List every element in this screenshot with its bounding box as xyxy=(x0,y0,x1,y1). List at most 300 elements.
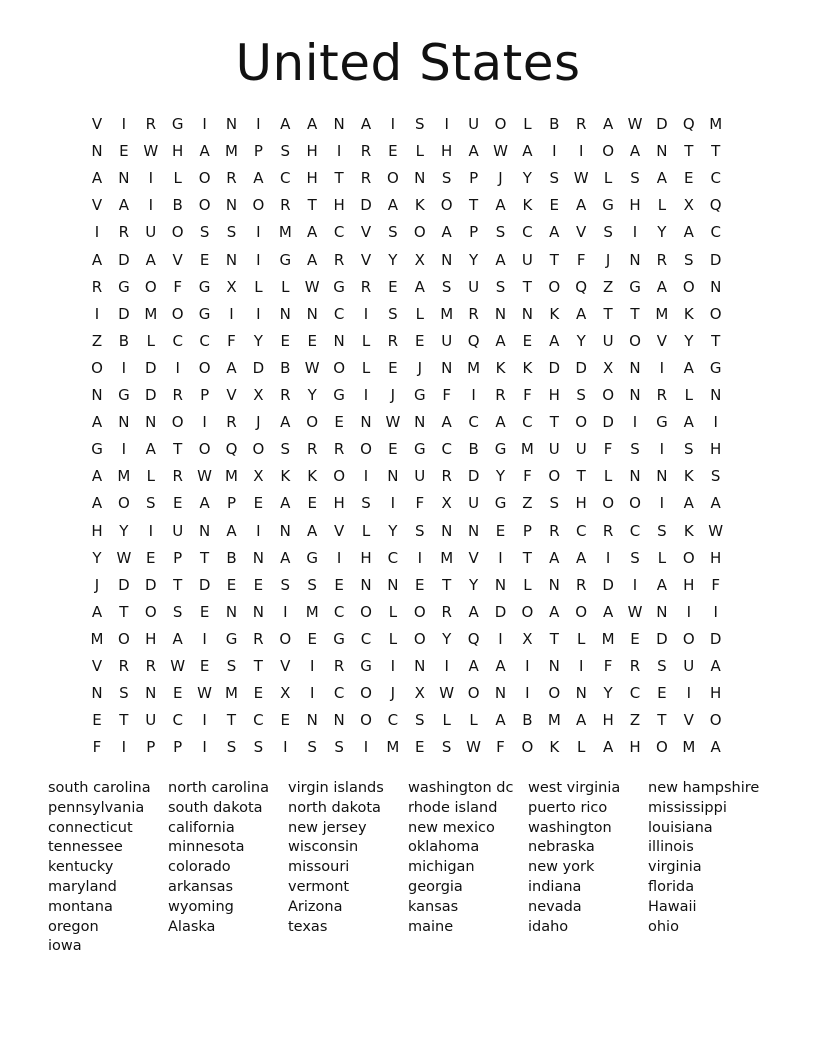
grid-letter[interactable]: Y xyxy=(469,250,479,269)
grid-letter[interactable]: A xyxy=(549,602,560,621)
grid-letter[interactable]: O xyxy=(171,304,184,323)
grid-letter[interactable]: R xyxy=(226,169,237,188)
grid-letter[interactable]: Q xyxy=(225,440,238,459)
grid-letter[interactable]: U xyxy=(414,467,426,486)
grid-letter[interactable]: L xyxy=(469,711,478,730)
grid-letter[interactable]: E xyxy=(199,657,210,675)
grid-letter[interactable]: Y xyxy=(603,684,613,703)
grid-letter[interactable]: G xyxy=(118,277,130,296)
grid-letter[interactable]: S xyxy=(549,494,560,513)
grid-letter[interactable]: A xyxy=(280,548,291,567)
grid-letter[interactable]: K xyxy=(683,521,694,540)
grid-letter[interactable]: S xyxy=(280,440,291,459)
grid-letter[interactable]: I xyxy=(148,196,154,215)
grid-letter[interactable]: I xyxy=(578,142,584,161)
grid-letter[interactable]: Z xyxy=(522,494,533,513)
grid-letter[interactable]: Q xyxy=(467,331,480,350)
grid-letter[interactable]: O xyxy=(386,169,399,188)
grid-letter[interactable]: T xyxy=(442,575,452,594)
grid-letter[interactable]: Y xyxy=(684,331,694,350)
grid-letter[interactable]: L xyxy=(523,575,532,594)
grid-letter[interactable]: R xyxy=(306,440,318,459)
grid-letter[interactable]: E xyxy=(657,684,667,703)
grid-letter[interactable]: V xyxy=(333,521,345,540)
grid-letter[interactable]: S xyxy=(576,386,586,404)
grid-letter[interactable]: T xyxy=(549,629,559,648)
grid-letter[interactable]: I xyxy=(363,738,369,757)
grid-letter[interactable]: F xyxy=(173,277,182,296)
grid-letter[interactable]: A xyxy=(495,413,506,432)
grid-letter[interactable]: H xyxy=(629,196,641,215)
grid-letter[interactable]: L xyxy=(603,169,613,188)
grid-letter[interactable]: E xyxy=(253,494,264,513)
grid-letter[interactable]: C xyxy=(172,331,183,350)
grid-letter[interactable]: P xyxy=(146,738,156,757)
grid-letter[interactable]: N xyxy=(145,684,157,703)
grid-letter[interactable]: G xyxy=(118,386,130,404)
grid-letter[interactable]: V xyxy=(468,548,479,567)
grid-letter[interactable]: O xyxy=(575,602,588,621)
grid-letter[interactable]: M xyxy=(278,223,292,242)
grid-letter[interactable]: D xyxy=(360,196,372,215)
grid-letter[interactable]: M xyxy=(682,738,696,757)
grid-letter[interactable]: A xyxy=(495,250,506,269)
grid-letter[interactable]: A xyxy=(91,169,103,188)
grid-letter[interactable]: I xyxy=(659,440,665,459)
grid-letter[interactable]: N xyxy=(656,467,668,486)
grid-letter[interactable]: R xyxy=(172,386,183,404)
grid-letter[interactable]: T xyxy=(173,440,183,459)
grid-letter[interactable]: A xyxy=(549,223,560,242)
grid-letter[interactable]: A xyxy=(495,657,506,675)
grid-letter[interactable]: P xyxy=(200,386,210,404)
grid-letter[interactable]: V xyxy=(172,250,183,269)
grid-letter[interactable]: H xyxy=(548,386,560,404)
grid-letter[interactable]: I xyxy=(390,657,396,675)
grid-letter[interactable]: C xyxy=(360,629,372,648)
grid-letter[interactable]: I xyxy=(336,142,342,161)
grid-letter[interactable]: A xyxy=(91,413,103,432)
grid-letter[interactable]: I xyxy=(175,358,180,377)
grid-letter[interactable]: A xyxy=(683,358,694,377)
grid-letter[interactable]: N xyxy=(710,277,722,296)
grid-letter[interactable]: S xyxy=(657,521,667,540)
grid-letter[interactable]: N xyxy=(414,413,426,432)
grid-letter[interactable]: M xyxy=(709,115,723,133)
grid-letter[interactable]: A xyxy=(387,196,399,215)
grid-letter[interactable]: I xyxy=(498,548,503,567)
grid-letter[interactable]: N xyxy=(91,386,103,404)
grid-letter[interactable]: R xyxy=(253,629,264,648)
grid-letter[interactable]: T xyxy=(549,413,559,432)
grid-letter[interactable]: O xyxy=(279,629,292,648)
grid-letter[interactable]: P xyxy=(226,494,237,513)
grid-letter[interactable]: G xyxy=(198,304,211,323)
grid-letter[interactable]: D xyxy=(709,250,722,269)
grid-letter[interactable]: D xyxy=(118,250,130,269)
grid-letter[interactable]: T xyxy=(711,142,721,161)
grid-letter[interactable]: I xyxy=(309,657,315,675)
grid-letter[interactable]: J xyxy=(498,169,503,188)
grid-letter[interactable]: S xyxy=(388,304,398,323)
grid-letter[interactable]: E xyxy=(226,575,237,594)
grid-letter[interactable]: U xyxy=(145,223,157,242)
grid-letter[interactable]: S xyxy=(657,657,667,675)
grid-letter[interactable]: E xyxy=(280,711,291,730)
grid-letter[interactable]: G xyxy=(494,494,507,513)
grid-letter[interactable]: T xyxy=(119,602,129,621)
grid-letter[interactable]: K xyxy=(683,304,694,323)
grid-letter[interactable]: A xyxy=(602,738,614,757)
grid-letter[interactable]: A xyxy=(683,223,694,242)
grid-letter[interactable]: S xyxy=(226,738,237,757)
grid-letter[interactable]: D xyxy=(575,358,587,377)
grid-letter[interactable]: T xyxy=(549,250,559,269)
grid-letter[interactable]: A xyxy=(710,738,721,757)
grid-letter[interactable]: T xyxy=(522,277,532,296)
grid-letter[interactable]: N xyxy=(333,115,345,133)
grid-letter[interactable]: O xyxy=(360,602,372,621)
grid-letter[interactable]: N xyxy=(629,386,641,404)
grid-letter[interactable]: A xyxy=(576,548,587,567)
grid-letter[interactable]: H xyxy=(575,494,587,513)
grid-letter[interactable]: N xyxy=(333,331,345,350)
grid-letter[interactable]: A xyxy=(253,169,264,188)
grid-letter[interactable]: S xyxy=(361,494,371,513)
grid-letter[interactable]: C xyxy=(387,548,399,567)
grid-letter[interactable]: P xyxy=(173,548,183,567)
grid-letter[interactable]: L xyxy=(577,738,586,757)
grid-letter[interactable]: L xyxy=(388,629,398,648)
grid-letter[interactable]: N xyxy=(494,684,507,703)
grid-letter[interactable]: O xyxy=(602,142,614,161)
grid-letter[interactable]: R xyxy=(333,440,345,459)
grid-letter[interactable]: F xyxy=(496,738,505,757)
grid-letter[interactable]: I xyxy=(121,738,127,757)
grid-letter[interactable]: W xyxy=(493,142,508,161)
grid-letter[interactable]: O xyxy=(117,494,130,513)
grid-letter[interactable]: A xyxy=(576,196,587,215)
grid-letter[interactable]: T xyxy=(684,142,694,161)
grid-letter[interactable]: A xyxy=(576,711,587,730)
grid-letter[interactable]: O xyxy=(198,358,211,377)
grid-letter[interactable]: H xyxy=(306,142,318,161)
grid-letter[interactable]: K xyxy=(522,196,533,215)
grid-letter[interactable]: K xyxy=(683,467,694,486)
grid-letter[interactable]: I xyxy=(148,169,154,188)
grid-letter[interactable]: O xyxy=(548,277,561,296)
grid-letter[interactable]: U xyxy=(468,494,480,513)
grid-letter[interactable]: O xyxy=(440,196,453,215)
grid-letter[interactable]: N xyxy=(360,413,372,432)
grid-letter[interactable]: A xyxy=(656,575,668,594)
grid-letter[interactable]: D xyxy=(145,575,157,594)
grid-letter[interactable]: R xyxy=(172,467,183,486)
grid-letter[interactable]: C xyxy=(522,223,533,242)
grid-letter[interactable]: I xyxy=(256,115,261,133)
grid-letter[interactable]: I xyxy=(309,684,315,703)
grid-letter[interactable]: C xyxy=(629,684,641,703)
grid-letter[interactable]: L xyxy=(146,331,155,350)
grid-letter[interactable]: N xyxy=(629,467,641,486)
grid-letter[interactable]: E xyxy=(388,277,398,296)
grid-letter[interactable]: R xyxy=(575,115,587,133)
grid-letter[interactable]: A xyxy=(145,440,156,459)
grid-letter[interactable]: U xyxy=(468,277,480,296)
grid-letter[interactable]: H xyxy=(333,494,345,513)
grid-letter[interactable]: N xyxy=(252,548,264,567)
grid-letter[interactable]: F xyxy=(603,440,613,459)
grid-letter[interactable]: B xyxy=(468,440,479,459)
grid-letter[interactable]: H xyxy=(172,142,184,161)
grid-letter[interactable]: R xyxy=(575,575,587,594)
grid-letter[interactable]: I xyxy=(552,142,557,161)
grid-letter[interactable]: N xyxy=(225,602,238,621)
grid-letter[interactable]: G xyxy=(413,440,426,459)
grid-letter[interactable]: I xyxy=(632,575,638,594)
grid-letter[interactable]: S xyxy=(226,657,237,675)
grid-letter[interactable]: H xyxy=(683,575,695,594)
grid-letter[interactable]: H xyxy=(629,738,641,757)
grid-letter[interactable]: C xyxy=(253,711,264,730)
grid-letter[interactable]: C xyxy=(468,413,479,432)
grid-letter[interactable]: N xyxy=(91,684,103,703)
grid-letter[interactable]: A xyxy=(91,602,103,621)
grid-letter[interactable]: X xyxy=(522,629,533,648)
grid-letter[interactable]: A xyxy=(414,277,425,296)
grid-letter[interactable]: M xyxy=(90,629,104,648)
grid-letter[interactable]: A xyxy=(199,142,210,161)
grid-letter[interactable]: R xyxy=(333,657,345,675)
grid-letter[interactable]: O xyxy=(682,629,695,648)
grid-letter[interactable]: A xyxy=(307,115,318,133)
grid-letter[interactable]: N xyxy=(333,711,345,730)
grid-letter[interactable]: E xyxy=(388,358,398,377)
grid-letter[interactable]: Y xyxy=(657,223,667,242)
grid-letter[interactable]: N xyxy=(387,467,399,486)
grid-letter[interactable]: Y xyxy=(119,521,129,540)
grid-letter[interactable]: N xyxy=(118,169,130,188)
grid-letter[interactable]: E xyxy=(684,169,694,188)
grid-letter[interactable]: N xyxy=(118,413,130,432)
grid-letter[interactable]: I xyxy=(390,494,396,513)
grid-letter[interactable]: S xyxy=(415,521,425,540)
grid-letter[interactable]: M xyxy=(305,602,319,621)
grid-letter[interactable]: O xyxy=(252,196,265,215)
grid-letter[interactable]: I xyxy=(525,684,530,703)
grid-letter[interactable]: W xyxy=(627,115,643,133)
grid-letter[interactable]: S xyxy=(710,467,721,486)
grid-letter[interactable]: E xyxy=(172,684,183,703)
grid-letter[interactable]: I xyxy=(471,386,476,404)
grid-letter[interactable]: A xyxy=(199,494,210,513)
grid-letter[interactable]: R xyxy=(495,386,506,404)
grid-letter[interactable]: Y xyxy=(388,521,398,540)
grid-letter[interactable]: S xyxy=(146,494,156,513)
grid-letter[interactable]: O xyxy=(413,602,426,621)
grid-letter[interactable]: Q xyxy=(709,196,722,215)
grid-letter[interactable]: A xyxy=(441,413,452,432)
grid-letter[interactable]: X xyxy=(253,386,264,404)
grid-letter[interactable]: I xyxy=(336,548,342,567)
grid-letter[interactable]: F xyxy=(92,738,102,757)
grid-letter[interactable]: O xyxy=(198,169,211,188)
grid-letter[interactable]: A xyxy=(91,467,103,486)
grid-letter[interactable]: A xyxy=(602,115,614,133)
grid-letter[interactable]: A xyxy=(145,250,156,269)
grid-letter[interactable]: A xyxy=(656,277,668,296)
grid-letter[interactable]: R xyxy=(333,250,345,269)
grid-letter[interactable]: X xyxy=(414,684,425,703)
grid-letter[interactable]: D xyxy=(467,467,480,486)
grid-letter[interactable]: V xyxy=(280,657,291,675)
grid-letter[interactable]: A xyxy=(468,142,479,161)
grid-letter[interactable]: Y xyxy=(92,548,102,567)
grid-letter[interactable]: U xyxy=(145,711,157,730)
grid-letter[interactable]: L xyxy=(173,169,182,188)
grid-letter[interactable]: A xyxy=(495,331,506,350)
grid-letter[interactable]: F xyxy=(523,467,532,486)
grid-letter[interactable]: I xyxy=(525,657,530,675)
grid-letter[interactable]: I xyxy=(148,521,154,540)
grid-letter[interactable]: V xyxy=(656,331,668,350)
grid-letter[interactable]: I xyxy=(578,657,584,675)
grid-letter[interactable]: T xyxy=(307,196,317,215)
grid-letter[interactable]: I xyxy=(498,629,503,648)
grid-letter[interactable]: B xyxy=(280,358,291,377)
grid-letter[interactable]: T xyxy=(711,331,721,350)
grid-letter[interactable]: N xyxy=(629,250,641,269)
grid-letter[interactable]: L xyxy=(146,467,155,486)
grid-letter[interactable]: G xyxy=(279,250,292,269)
grid-letter[interactable]: O xyxy=(521,738,534,757)
grid-letter[interactable]: I xyxy=(444,115,449,133)
grid-letter[interactable]: E xyxy=(630,629,640,648)
grid-letter[interactable]: L xyxy=(415,142,424,161)
grid-letter[interactable]: E xyxy=(199,602,210,621)
grid-letter[interactable]: N xyxy=(387,575,399,594)
grid-letter[interactable]: P xyxy=(253,142,263,161)
grid-letter[interactable]: A xyxy=(522,142,533,161)
grid-letter[interactable]: U xyxy=(602,331,614,350)
grid-letter[interactable]: G xyxy=(602,196,614,215)
grid-letter[interactable]: O xyxy=(333,467,345,486)
grid-letter[interactable]: L xyxy=(361,358,371,377)
grid-letter[interactable]: A xyxy=(602,602,614,621)
grid-letter[interactable]: H xyxy=(333,196,345,215)
grid-letter[interactable]: E xyxy=(146,548,156,567)
grid-letter[interactable]: I xyxy=(713,602,718,621)
grid-letter[interactable]: I xyxy=(283,602,288,621)
grid-letter[interactable]: E xyxy=(522,331,533,350)
grid-letter[interactable]: D xyxy=(118,304,130,323)
grid-letter[interactable]: G xyxy=(171,115,184,133)
grid-letter[interactable]: C xyxy=(172,711,183,730)
grid-letter[interactable]: R xyxy=(145,657,157,675)
grid-letter[interactable]: T xyxy=(119,711,129,730)
grid-letter[interactable]: U xyxy=(172,521,184,540)
grid-letter[interactable]: K xyxy=(414,196,425,215)
grid-letter[interactable]: Y xyxy=(253,331,263,350)
grid-letter[interactable]: I xyxy=(632,223,638,242)
grid-letter[interactable]: G xyxy=(91,440,103,459)
grid-letter[interactable]: I xyxy=(256,250,261,269)
grid-letter[interactable]: X xyxy=(441,494,452,513)
grid-letter[interactable]: R xyxy=(387,331,399,350)
grid-letter[interactable]: N xyxy=(279,304,291,323)
grid-letter[interactable]: A xyxy=(549,548,560,567)
grid-letter[interactable]: Y xyxy=(522,169,532,188)
grid-letter[interactable]: I xyxy=(202,711,207,730)
grid-letter[interactable]: O xyxy=(171,223,184,242)
grid-letter[interactable]: I xyxy=(363,467,369,486)
grid-letter[interactable]: F xyxy=(576,250,586,269)
grid-letter[interactable]: J xyxy=(390,684,396,703)
grid-letter[interactable]: O xyxy=(521,602,534,621)
grid-letter[interactable]: O xyxy=(360,684,372,703)
grid-letter[interactable]: T xyxy=(334,169,344,188)
grid-letter[interactable]: N xyxy=(441,358,453,377)
grid-letter[interactable]: R xyxy=(360,142,372,161)
grid-letter[interactable]: S xyxy=(253,738,264,757)
grid-letter[interactable]: M xyxy=(225,142,238,161)
grid-letter[interactable]: A xyxy=(360,115,372,133)
grid-letter[interactable]: N xyxy=(145,413,157,432)
grid-letter[interactable]: I xyxy=(202,115,207,133)
grid-letter[interactable]: N xyxy=(279,521,291,540)
grid-letter[interactable]: W xyxy=(439,684,455,703)
grid-letter[interactable]: H xyxy=(710,684,722,703)
grid-letter[interactable]: T xyxy=(576,467,586,486)
grid-letter[interactable]: V xyxy=(91,196,103,215)
grid-letter[interactable]: C xyxy=(575,521,587,540)
grid-letter[interactable]: Y xyxy=(576,331,586,350)
grid-letter[interactable]: L xyxy=(388,602,398,621)
grid-letter[interactable]: Q xyxy=(682,115,695,133)
grid-letter[interactable]: L xyxy=(281,277,290,296)
grid-letter[interactable]: N xyxy=(225,115,238,133)
grid-letter[interactable]: G xyxy=(225,629,238,648)
grid-letter[interactable]: H xyxy=(145,629,157,648)
grid-letter[interactable]: A xyxy=(495,711,506,730)
grid-letter[interactable]: E xyxy=(119,142,129,161)
grid-letter[interactable]: I xyxy=(121,440,127,459)
grid-letter[interactable]: I xyxy=(686,684,692,703)
grid-letter[interactable]: C xyxy=(333,304,345,323)
grid-letter[interactable]: X xyxy=(683,196,694,215)
grid-letter[interactable]: V xyxy=(360,223,372,242)
grid-letter[interactable]: S xyxy=(307,738,317,757)
grid-letter[interactable]: A xyxy=(495,196,506,215)
grid-letter[interactable]: H xyxy=(360,548,372,567)
grid-letter[interactable]: Q xyxy=(575,277,588,296)
grid-letter[interactable]: W xyxy=(385,413,401,432)
grid-letter[interactable]: O xyxy=(413,223,426,242)
grid-letter[interactable]: D xyxy=(548,358,561,377)
grid-letter[interactable]: W xyxy=(170,657,186,675)
grid-letter[interactable]: S xyxy=(199,223,210,242)
grid-letter[interactable]: L xyxy=(657,548,667,567)
grid-letter[interactable]: M xyxy=(520,440,534,459)
grid-letter[interactable]: M xyxy=(225,684,238,703)
grid-letter[interactable]: S xyxy=(280,575,291,594)
grid-letter[interactable]: A xyxy=(172,629,183,648)
grid-letter[interactable]: U xyxy=(521,250,533,269)
grid-letter[interactable]: O xyxy=(306,413,319,432)
grid-letter[interactable]: W xyxy=(708,521,724,540)
grid-letter[interactable]: C xyxy=(710,169,721,188)
grid-letter[interactable]: Z xyxy=(91,331,103,350)
